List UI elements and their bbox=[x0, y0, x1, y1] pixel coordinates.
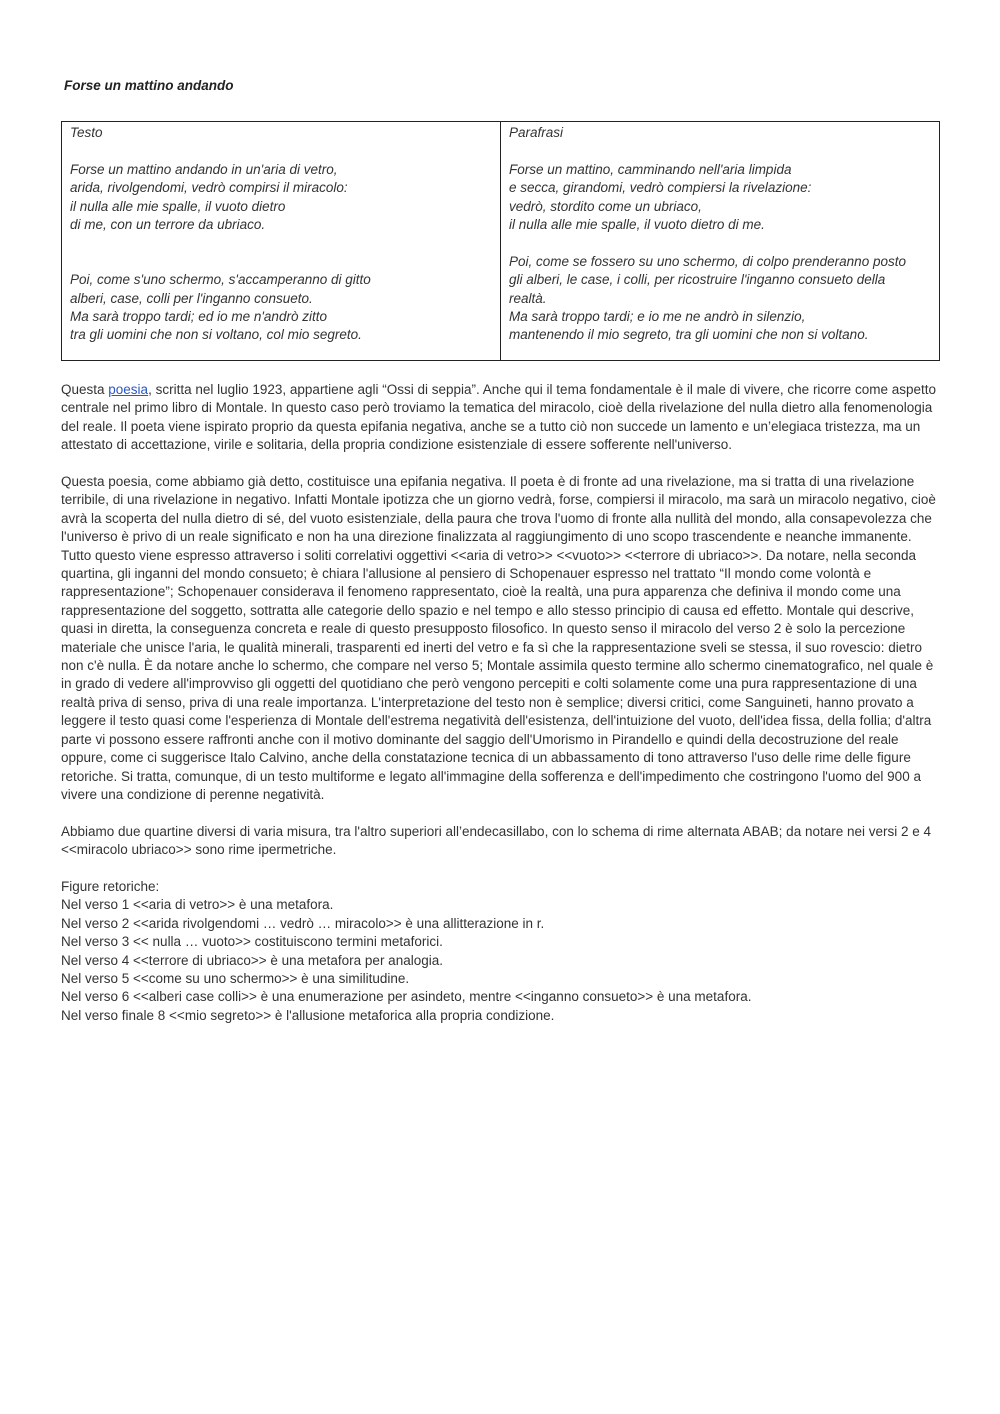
parafrasi-line-1: Forse un mattino, camminando nell'aria limpida bbox=[509, 161, 792, 177]
figure-line: Nel verso 4 <<terrore di ubriaco>> è una metafora per analogia. bbox=[61, 952, 443, 968]
figures-heading: Figure retoriche: bbox=[61, 878, 160, 894]
parafrasi-line-2: e secca, girandomi, vedrò compiersi la rivelazione: bbox=[509, 180, 812, 196]
rhetorical-figures bbox=[61, 878, 941, 1025]
parafrasi-header: Parafrasi bbox=[509, 125, 564, 140]
figure-line: Nel verso 5 <<come su uno schermo>> è una similitudine. bbox=[61, 970, 410, 986]
testo-verse-1: Forse un mattino andando in un'aria di vetro, bbox=[70, 161, 338, 177]
figure-line: Nel verso 3 << nulla … vuoto>> costituiscono termini metaforici. bbox=[61, 934, 443, 950]
testo-verse-2: arida, rivolgendomi, vedrò compirsi il miracolo: bbox=[70, 180, 348, 196]
parafrasi-line-7: realtà. bbox=[509, 290, 547, 306]
parafrasi-line-3: vedrò, stordito come un ubriaco, bbox=[509, 198, 702, 214]
analysis-body bbox=[61, 381, 941, 1025]
parafrasi-line-5: Poi, come se fossero su uno schermo, di colpo prenderanno posto bbox=[509, 253, 906, 269]
figure-line: Nel verso 6 <<alberi case colli>> è una enumerazione per asindeto, mentre <<inganno consueto>> è una metafora. bbox=[61, 989, 752, 1005]
poesia-link[interactable]: poesia bbox=[108, 382, 149, 397]
testo-verse-4: di me, con un terrore da ubriaco. bbox=[70, 217, 266, 233]
parafrasi-line-6: gli alberi, le case, i colli, per ricostruire l'inganno consueto della bbox=[509, 272, 886, 288]
parafrasi-column bbox=[501, 122, 940, 361]
document-page bbox=[61, 78, 941, 1025]
testo-verse-7: Ma sarà troppo tardi; ed io me n'andrò zitto bbox=[70, 309, 327, 325]
parafrasi-line-8: Ma sarà troppo tardi; e io me ne andrò in silenzio, bbox=[509, 309, 806, 325]
parafrasi-line-4: il nulla alle mie spalle, il vuoto dietro di me. bbox=[509, 217, 765, 233]
testo-verse-6: alberi, case, colli per l'inganno consueto. bbox=[70, 290, 313, 306]
testo-header: Testo bbox=[70, 125, 103, 140]
intro-paragraph: Questa poesia, scritta nel luglio 1923, appartiene agli “Ossi di seppia”. Anche qui il tema fondamentale è il male di vivere, che ricorre come aspetto centrale nel primo libro di Montale. In questo caso però troviamo la tematica del miracolo, cioè della rivelazione del nulla dietro alla fenomenologia del reale. Il poeta viene ispirato proprio da questa epifania negativa, anche se a tutto ciò non succede un lamento e un’elegiaca tristezza, ma un attestato di accettazione, virile e solitaria, della propria condizione esistenziale di essere sofferente nell'universo. bbox=[61, 382, 936, 453]
document-title: Forse un mattino andando bbox=[64, 78, 234, 93]
testo-verse-5: Poi, come s'uno schermo, s'accamperanno di gitto bbox=[70, 272, 371, 288]
figure-line: Nel verso 2 <<arida rivolgendomi … vedrò … miracolo>> è una allitterazione in r. bbox=[61, 915, 545, 931]
parafrasi-line-9: mantenendo il mio segreto, tra gli uomini che non si voltano. bbox=[509, 327, 869, 343]
analysis-paragraph: Questa poesia, come abbiamo già detto, costituisce una epifania negativa. Il poeta è di fronte ad una rivelazione, ma si tratta di una rivelazione terribile, di una rivelazione in negativo. Infatti Montale ipotizza che un giorno vedrà, forse, compiersi il miracolo, ma sarà un miracolo negativo, cioè avrà la scoperta del nulla dietro di sé, del vuoto esistenziale, della paura che trova l'uomo di fronte alla nullità del mondo, alla consapevolezza che l'universo è privo di un reale significato e non ha una direzione finalizzata al raggiungimento di uno scopo trascendente e neanche immanente. Tutto questo viene espresso attraverso i soliti correlativi oggettivi <<aria di vetro>> <<vuoto>> <<terrore di ubriaco>>. Da notare, nella seconda quartina, gli inganni del mondo consueto; è chiara l'allusione al pensiero di Schopenauer espresso nel trattato “Il mondo come volontà e rappresentazione”; Schopenauer considerava il fenomeno rappresentato, cioè la realtà, una pura apparenza che definiva il mondo come una rappresentazione del soggetto, sottratta alle categorie dello spazio e nel tempo e allo stesso principio di causa ed effetto. Montale qui descrive, quasi in diretta, la conseguenza concreta e reale di questo presupposto filosofico. In questo senso il miracolo del verso 2 è solo la percezione materiale che unisce l'aria, le qualità minerali, trasparenti ed inerti del vetro e fa sì che la rappresentazione sveli se stessa, il suo rovescio: dietro non c'è nulla. È da notare anche lo schermo, che compare nel verso 5; Montale assimila questo termine allo schermo cinematografico, nel quale è in grado di vedere all'improvviso gli oggetti del quotidiano che però vengono percepiti e colti solamente come una pura rappresentazione di una realtà priva di senso, priva di una reale importanza. L'interpretazione del testo non è semplice; diversi critici, come Sanguineti, hanno provato a leggere il testo quasi come l'esperienza di Montale dell'estrema negatività dell'esistenza, dell'intuizione del vuoto, dell'idea fissa, della follia; d'altra parte vi possono essere raffronti anche con il motivo dominante del saggio dell'Umorismo in Pirandello e quindi della decostruzione del reale oppure, come ci suggerisce Italo Calvino, anche della constatazione tecnica di un abbassamento di tono attraverso l'uso delle rime delle figure retoriche. Si tratta, comunque, di un testo multiforme e legato all'immagine della sofferenza e dell'impedimento che costringono l'uomo del 900 a vivere una condizione di perenne negatività. bbox=[61, 474, 936, 802]
figure-line: Nel verso 1 <<aria di vetro>> è una metafora. bbox=[61, 897, 334, 913]
metrics-paragraph: Abbiamo due quartine diversi di varia misura, tra l'altro superiori all’endecasillabo, con lo schema di rime alternata ABAB; da notare nei versi 2 e 4 <<miracolo ubriaco>> sono rime ipermetriche. bbox=[61, 823, 932, 858]
testo-verse-3: il nulla alle mie spalle, il vuoto dietro bbox=[70, 198, 286, 214]
figure-line: Nel verso finale 8 <<mio segreto>> è l'allusione metaforica alla propria condizione. bbox=[61, 1007, 555, 1023]
testo-column bbox=[62, 122, 501, 361]
testo-verse-8: tra gli uomini che non si voltano, col mio segreto. bbox=[70, 327, 362, 343]
poem-table bbox=[61, 121, 940, 361]
